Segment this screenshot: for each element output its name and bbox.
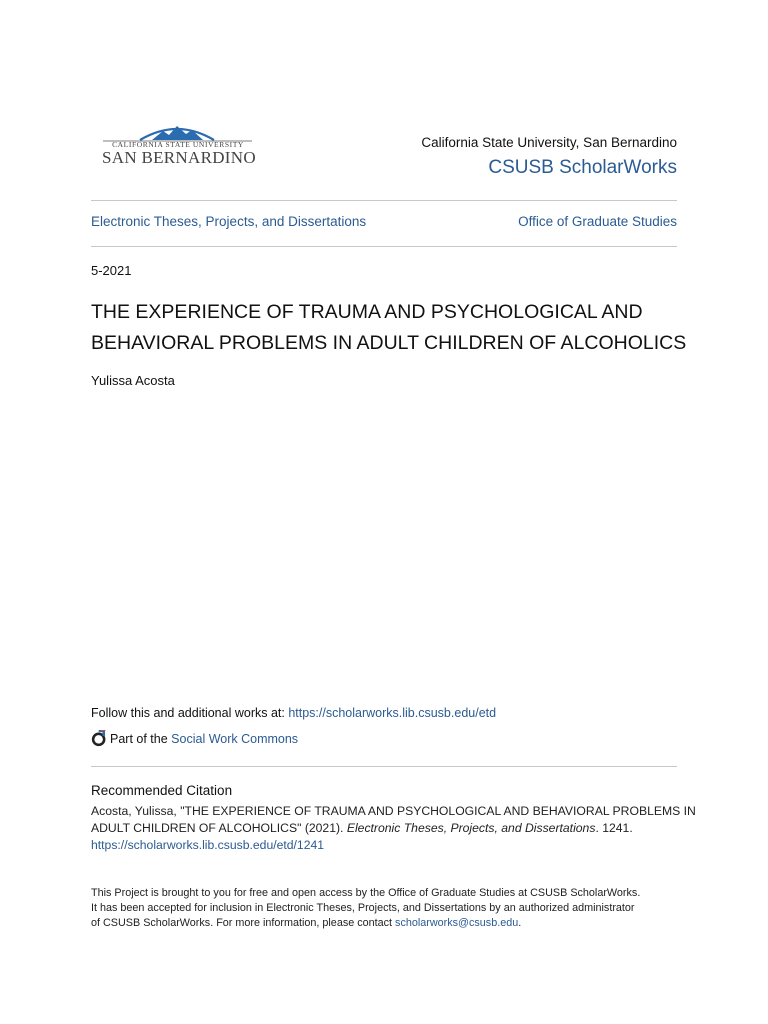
collection-url-link[interactable]: https://scholarworks.lib.csusb.edu/etd (288, 706, 497, 720)
header-divider (91, 200, 677, 201)
part-of-line (91, 730, 298, 747)
citation-divider (91, 766, 677, 767)
follow-prefix: Follow this and additional works at: (91, 706, 289, 720)
contact-email-link[interactable]: scholarworks@csusb.edu (395, 917, 519, 929)
part-of-prefix: Part of the (110, 731, 168, 746)
social-work-commons-link[interactable]: Social Work Commons (171, 731, 299, 746)
repository-link[interactable]: CSUSB ScholarWorks (488, 157, 677, 178)
notice-line: It has been accepted for inclusion in Electronic Theses, Projects, and Dissertations by an authorized administrator (91, 902, 635, 914)
logo-university-line: CALIFORNIA STATE UNIVERSITY (112, 140, 244, 149)
notice-line-suffix: . (518, 917, 522, 929)
logo-campus-line: SAN BERNARDINO (102, 148, 256, 167)
access-notice (91, 886, 683, 931)
citation-line-suffix: . 1241. (595, 821, 633, 835)
institution-name: California State University, San Bernardino (421, 135, 677, 150)
notice-line: This Project is brought to you for free and open access by the Office of Graduate Studies at CSUSB ScholarWorks. (91, 887, 641, 899)
csusb-logo (100, 120, 255, 172)
notice-line (91, 916, 683, 931)
title-line: BEHAVIORAL PROBLEMS IN ADULT CHILDREN OF ALCOHOLICS (91, 332, 687, 354)
publication-date: 5-2021 (91, 263, 132, 278)
document-title (91, 297, 691, 359)
citation-heading: Recommended Citation (91, 783, 233, 798)
citation-line (91, 820, 683, 837)
office-link[interactable]: Office of Graduate Studies (518, 214, 677, 229)
citation-line-prefix: ADULT CHILDREN OF ALCOHOLICS" (2021). (91, 821, 347, 835)
collection-link[interactable]: Electronic Theses, Projects, and Dissertations (91, 214, 367, 229)
follow-line (91, 706, 496, 720)
nav-divider (91, 246, 677, 247)
title-line: THE EXPERIENCE OF TRAUMA AND PSYCHOLOGICAL AND (91, 301, 643, 323)
notice-line-prefix: of CSUSB ScholarWorks. For more information, please contact (91, 917, 396, 929)
citation-series: Electronic Theses, Projects, and Dissertations (346, 821, 596, 835)
citation-url-link[interactable]: https://scholarworks.lib.csusb.edu/etd/1241 (91, 838, 325, 852)
author-name: Yulissa Acosta (91, 373, 175, 388)
bepress-commons-icon (91, 730, 108, 747)
citation-line: Acosta, Yulissa, "THE EXPERIENCE OF TRAUMA AND PSYCHOLOGICAL AND BEHAVIORAL PROBLEMS IN (91, 804, 696, 818)
citation-text (91, 803, 696, 854)
